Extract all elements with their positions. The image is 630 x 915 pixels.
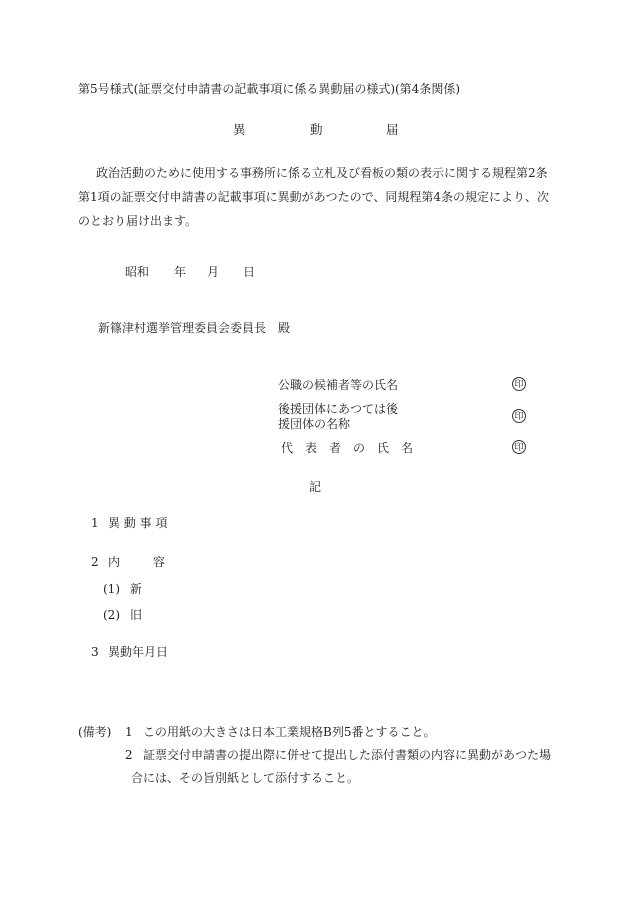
remark-2-text-line1: 証票交付申請書の提出際に併せて提出した添付書類の内容に異動があつた場	[143, 748, 552, 762]
date-day: 日	[243, 265, 256, 279]
form-heading: 第5号様式(証票交付申請書の記載事項に係る異動届の様式)(第4条関係)	[78, 82, 460, 96]
body-paragraph	[78, 161, 554, 233]
remark-1-text: この用紙の大きさは日本工業規格B列5番とすること。	[143, 725, 436, 739]
item-2-number: 2	[91, 555, 99, 569]
item-2-label-part2: 容	[153, 555, 166, 569]
signatory-candidate-name: 公職の候補者等の氏名	[278, 378, 399, 392]
seal-icon: 印	[512, 377, 526, 391]
date-year: 年	[174, 265, 187, 279]
addressee: 新篠津村選挙管理委員会委員長 殿	[98, 321, 291, 335]
remark-2-text-line2: 合には、その旨別紙として添付すること。	[131, 771, 360, 785]
sub-item-2-label: 旧	[130, 608, 143, 622]
remark-1-number: 1	[125, 725, 133, 739]
signatory-representative-name: 代 表 者 の 氏 名	[281, 441, 414, 455]
item-1-number: 1	[91, 516, 99, 530]
date-month: 月	[207, 265, 220, 279]
sub-item-1-number: (1)	[103, 582, 120, 596]
date-era: 昭和	[125, 265, 150, 279]
remark-2-number: 2	[125, 748, 133, 762]
title-char-3: 届	[386, 122, 399, 137]
body-paragraph-text: 政治活動のために使用する事務所に係る立札及び看板の類の表示に関する規程第2条第1項の証票交付申請書の記載事項に異動があつたので、同規程第4条の規定により、次のとおり届け出ます。	[78, 166, 550, 228]
item-3-label: 異動年月日	[108, 645, 169, 659]
signatory-support-group-name: 後援団体にあつては後援団体の名称	[278, 402, 399, 431]
seal-icon: 印	[512, 409, 526, 423]
sub-item-1-label: 新	[130, 582, 143, 596]
sub-item-2-number: (2)	[103, 608, 120, 622]
seal-icon: 印	[512, 440, 526, 454]
title-char-2: 動	[310, 122, 323, 137]
item-2-label-part1: 内	[108, 555, 121, 569]
title-char-1: 異	[233, 122, 246, 137]
item-1-label: 異 動 事 項	[108, 516, 168, 530]
remarks-heading: (備考)	[78, 725, 112, 739]
item-3-number: 3	[91, 645, 99, 659]
ki-label: 記	[309, 480, 322, 494]
